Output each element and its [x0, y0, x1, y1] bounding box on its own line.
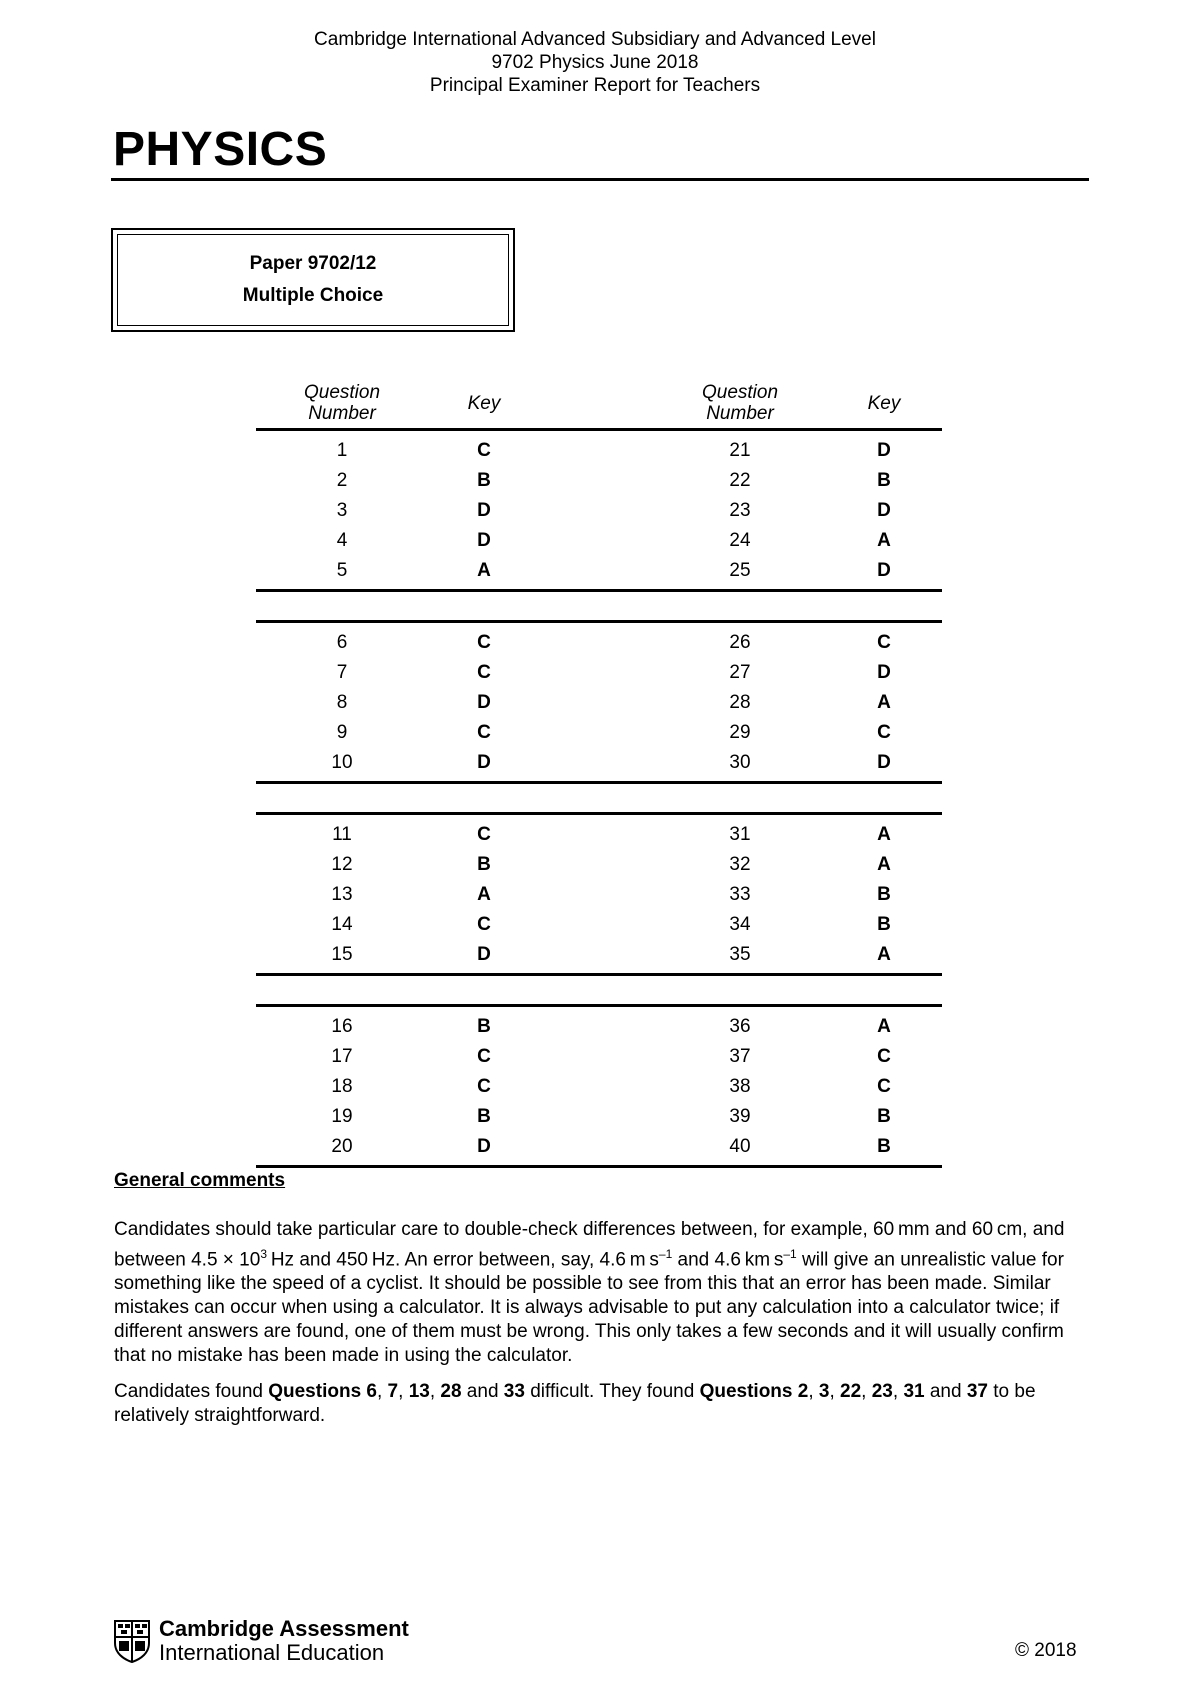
question-number: 2 — [336, 470, 348, 491]
question-number: 10 — [331, 752, 353, 773]
table-row — [256, 628, 942, 658]
answer-key: C — [477, 914, 491, 935]
question-number: 35 — [729, 944, 751, 965]
answer-key: C — [477, 1046, 491, 1067]
paper-type: Multiple Choice — [242, 285, 384, 306]
table-body — [256, 431, 942, 1168]
table-row — [256, 436, 942, 466]
copyright: © 2018 — [1015, 1640, 1077, 1661]
question-group — [256, 1007, 942, 1168]
answer-key: B — [877, 914, 891, 935]
table-row — [256, 910, 942, 940]
question-number: 8 — [336, 692, 348, 713]
table-row — [256, 880, 942, 910]
header-key: Key — [467, 392, 501, 414]
answer-key: D — [877, 500, 891, 521]
header-question-number: Question Number — [303, 382, 381, 424]
table-row — [256, 1132, 942, 1162]
question-number: 5 — [336, 560, 348, 581]
question-number: 15 — [331, 944, 353, 965]
group-separator — [256, 592, 942, 623]
question-number: 19 — [331, 1106, 353, 1127]
answer-key: A — [877, 1016, 891, 1037]
question-number: 30 — [729, 752, 751, 773]
answer-key: D — [477, 944, 491, 965]
header-key: Key — [867, 392, 901, 414]
answer-key: C — [877, 632, 891, 653]
question-number: 24 — [729, 530, 751, 551]
answer-key: D — [477, 752, 491, 773]
question-number: 40 — [729, 1136, 751, 1157]
answer-key: B — [477, 1106, 491, 1127]
answer-key: D — [877, 560, 891, 581]
table-row — [256, 940, 942, 970]
answer-key: B — [477, 854, 491, 875]
answer-key: B — [477, 1016, 491, 1037]
table-row — [256, 466, 942, 496]
table-header — [256, 378, 942, 431]
table-row — [256, 1072, 942, 1102]
logo-line-1: Cambridge Assessment — [159, 1616, 409, 1641]
subject-title: PHYSICS — [113, 123, 328, 176]
question-number: 34 — [729, 914, 751, 935]
answer-key: C — [477, 1076, 491, 1097]
answer-key: D — [877, 752, 891, 773]
answer-key: C — [477, 824, 491, 845]
answer-key: B — [877, 1106, 891, 1127]
question-number: 21 — [729, 440, 751, 461]
table-row — [256, 496, 942, 526]
question-number: 16 — [331, 1016, 353, 1037]
question-number: 6 — [336, 632, 348, 653]
question-number: 20 — [331, 1136, 353, 1157]
question-number: 18 — [331, 1076, 353, 1097]
header-line-1: Cambridge International Advanced Subsidiary and Advanced Level — [314, 29, 876, 50]
question-number: 9 — [336, 722, 348, 743]
question-number: 3 — [336, 500, 348, 521]
question-number: 29 — [729, 722, 751, 743]
table-row — [256, 556, 942, 586]
question-number: 25 — [729, 560, 751, 581]
paper-box — [111, 228, 515, 332]
table-row — [256, 1102, 942, 1132]
question-number: 38 — [729, 1076, 751, 1097]
question-number: 32 — [729, 854, 751, 875]
paper-number: Paper 9702/12 — [249, 253, 377, 274]
answer-key: B — [877, 884, 891, 905]
question-number: 22 — [729, 470, 751, 491]
table-row — [256, 1012, 942, 1042]
logo-line-2: International Education — [159, 1640, 385, 1665]
answer-key: D — [877, 662, 891, 683]
answer-key: A — [877, 944, 891, 965]
table-row — [256, 658, 942, 688]
answer-key: C — [477, 632, 491, 653]
answer-key: D — [477, 1136, 491, 1157]
question-number: 37 — [729, 1046, 751, 1067]
header-line-2: 9702 Physics June 2018 — [491, 52, 699, 73]
table-row — [256, 1042, 942, 1072]
answer-key: C — [477, 440, 491, 461]
question-number: 4 — [336, 530, 348, 551]
answer-key: D — [877, 440, 891, 461]
general-comments-paragraph-1: Candidates should take particular care to double-check differences between, for example, 60 mm and 60 cm, and between $4.5 \times 10^3$ Hz and 450 Hz. An error between, say, 4.6 m $s^{-1}$ and 4.6 km $s^{-1}$ will give an unrealistic value for something like the speed of a cyclist. It should be possible to see from this that an error has been made. Similar mistakes can occur when using a calculator. It is always advisable to put any calculation into a calculator twice; if different answers are found, one of them must be wrong. This only takes a few seconds and it will usually confirm that no mistake has been made in using the calculator. — [114, 1219, 1065, 1367]
question-number: 23 — [729, 500, 751, 521]
answer-key: D — [477, 692, 491, 713]
group-separator — [256, 976, 942, 1007]
general-comments-heading: General comments — [114, 1170, 286, 1191]
question-number: 7 — [336, 662, 348, 683]
group-separator — [256, 784, 942, 815]
table-row — [256, 820, 942, 850]
question-number: 14 — [331, 914, 353, 935]
question-number: 31 — [729, 824, 751, 845]
table-row — [256, 688, 942, 718]
question-number: 27 — [729, 662, 751, 683]
table-row — [256, 526, 942, 556]
answer-key: C — [877, 722, 891, 743]
answer-key: C — [477, 722, 491, 743]
answer-key: D — [477, 500, 491, 521]
question-number: 12 — [331, 854, 353, 875]
table-row — [256, 850, 942, 880]
question-number: 28 — [729, 692, 751, 713]
answer-key: D — [477, 530, 491, 551]
answer-key: A — [477, 560, 491, 581]
question-number: 13 — [331, 884, 353, 905]
question-number: 1 — [336, 440, 348, 461]
question-number: 11 — [332, 824, 352, 845]
answer-key: A — [477, 884, 491, 905]
answer-key: A — [877, 854, 891, 875]
answer-key: C — [477, 662, 491, 683]
general-comments-paragraph-2: Candidates found Questions 6, 7, 13, 28 and 33 difficult. They found Questions 2, 3, 22, 23, 31 and 37 to be relatively straightforward. — [114, 1381, 1036, 1426]
answer-key: B — [877, 470, 891, 491]
answer-key: B — [477, 470, 491, 491]
answer-key: C — [877, 1046, 891, 1067]
answer-key: A — [877, 692, 891, 713]
question-number: 36 — [729, 1016, 751, 1037]
report-header — [0, 28, 1190, 97]
answer-key: C — [877, 1076, 891, 1097]
answer-key: A — [877, 824, 891, 845]
cambridge-shield-icon — [113, 1619, 151, 1663]
title-divider — [111, 178, 1089, 181]
question-group — [256, 815, 942, 976]
question-number: 33 — [729, 884, 751, 905]
answer-key: B — [877, 1136, 891, 1157]
question-number: 39 — [729, 1106, 751, 1127]
cambridge-logo — [113, 1617, 409, 1665]
question-group — [256, 623, 942, 784]
answer-key-table — [256, 378, 942, 1168]
header-question-number: Question Number — [701, 382, 779, 424]
table-row — [256, 718, 942, 748]
answer-key: A — [877, 530, 891, 551]
question-number: 17 — [331, 1046, 353, 1067]
question-group — [256, 431, 942, 592]
header-line-3: Principal Examiner Report for Teachers — [429, 75, 761, 96]
question-number: 26 — [729, 632, 751, 653]
table-row — [256, 748, 942, 778]
